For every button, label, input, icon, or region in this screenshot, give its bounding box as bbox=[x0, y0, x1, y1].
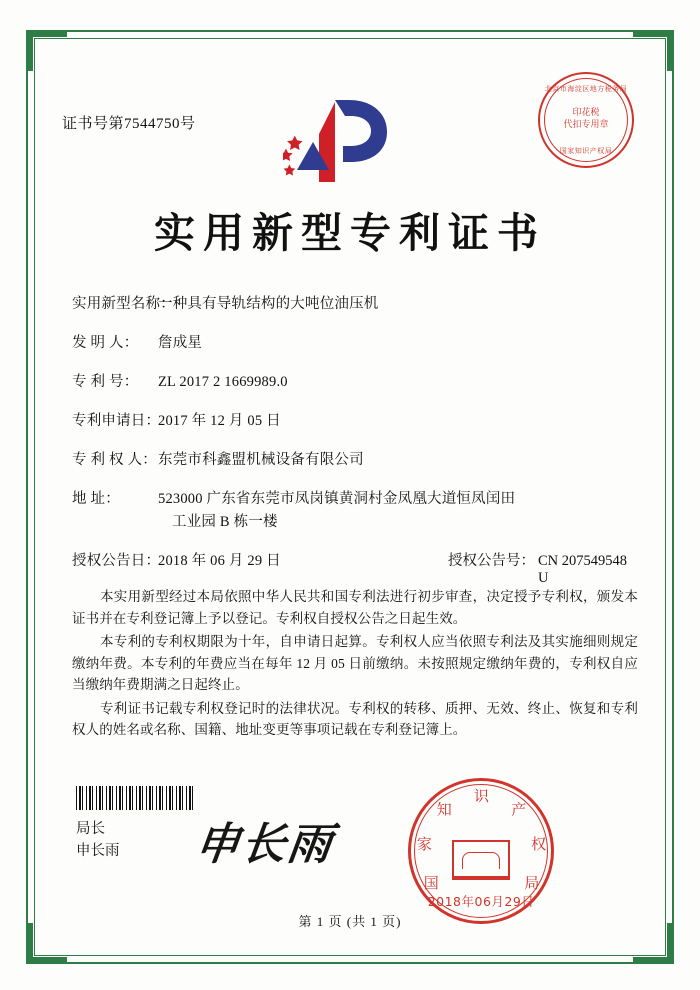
field-list bbox=[72, 296, 638, 609]
tax-stamp-seal bbox=[538, 72, 634, 168]
seal-center-line-2: 代扣专用章 bbox=[563, 120, 609, 130]
field-row-utility-model-name bbox=[72, 296, 638, 313]
director-title-label: 局长 bbox=[76, 821, 105, 837]
director-name-label: 申长雨 bbox=[76, 843, 120, 859]
field-row-announcement bbox=[72, 553, 638, 587]
seal-arc-bottom-text: 国家知识产权局 bbox=[559, 147, 613, 155]
seal-char-3: 知 bbox=[436, 800, 452, 819]
announcement-number-value: CN 207549548 U bbox=[538, 553, 628, 586]
seal-center-text bbox=[540, 107, 632, 131]
announcement-date-label: 授权公告日： bbox=[72, 553, 161, 569]
seal-char-7: 局 bbox=[524, 874, 540, 892]
field-label: 专利申请日： bbox=[72, 413, 161, 429]
legal-paragraph-1: 本实用新型经过本局依照中华人民共和国专利法进行初步审查，决定授予专利权，颁发本证书并在专利登记簿上予以登记。专利权自授权公告之日起生效。 bbox=[72, 589, 638, 626]
field-row-patent-number bbox=[72, 374, 638, 391]
seal-char-6: 权 bbox=[531, 834, 547, 853]
announcement-date-value: 2018 年 06 月 29 日 bbox=[158, 553, 281, 569]
announcement-number-label: 授权公告号： bbox=[448, 553, 535, 569]
seal-char-4: 识 bbox=[474, 787, 490, 805]
field-row-application-date bbox=[72, 413, 638, 430]
cnipa-logo-icon bbox=[283, 96, 393, 188]
handwritten-signature: 申长雨 bbox=[192, 819, 337, 870]
seal-center-line-1: 印花税 bbox=[572, 108, 600, 118]
field-label: 发 明 人： bbox=[72, 335, 139, 351]
legal-text-block bbox=[72, 586, 638, 743]
signature-labels bbox=[76, 818, 120, 862]
field-label: 实用新型名称： bbox=[72, 296, 175, 312]
legal-paragraph-2: 本专利的专利权期限为十年，自申请日起算。专利权人应当依照专利法及其实施细则规定缴纳年费。本专利的年费应当在每年 12 月 05 日前缴纳。未按照规定缴纳年费的，专利权自应当缴纳年费期满之日起终止。 bbox=[72, 634, 638, 692]
field-value: 2017 年 12 月 05 日 bbox=[158, 413, 281, 429]
barcode bbox=[76, 786, 196, 810]
seal-char-5: 产 bbox=[511, 800, 527, 819]
seal-date: 2018年06月29日 bbox=[427, 894, 535, 909]
legal-paragraph-3: 专利证书记载专利权登记时的法律状况。专利权的转移、质押、无效、终止、恢复和专利权人的姓名或名称、国籍、地址变更等事项记载在专利登记簿上。 bbox=[72, 700, 638, 737]
page-title: 实用新型专利证书 bbox=[154, 209, 546, 257]
certificate-number: 证书号第7544750号 bbox=[62, 116, 196, 132]
field-value: 东莞市科鑫盟机械设备有限公司 bbox=[158, 452, 364, 468]
corner-ornament-top-right bbox=[633, 30, 674, 71]
field-label: 地 址： bbox=[72, 491, 120, 507]
field-value: 詹成星 bbox=[158, 335, 203, 351]
address-line-2: 工业园 B 栋一楼 bbox=[172, 514, 278, 530]
field-row-address bbox=[72, 491, 638, 531]
seal-arc-top-text: 北京市海淀区地方税务局 bbox=[544, 85, 628, 93]
tiananmen-emblem-icon bbox=[452, 840, 510, 880]
seal-char-1: 国 bbox=[423, 874, 439, 892]
field-row-patentee bbox=[72, 452, 638, 469]
official-red-seal bbox=[408, 778, 554, 924]
field-value: 一种具有导轨结构的大吨位油压机 bbox=[158, 296, 379, 312]
field-label: 专 利 权 人： bbox=[72, 452, 157, 468]
address-line-1: 523000 广东省东莞市凤岗镇黄洞村金凤凰大道恒凤闰田 bbox=[158, 491, 516, 507]
field-row-inventor bbox=[72, 335, 638, 352]
field-label: 专 利 号： bbox=[72, 374, 139, 390]
seal-char-2: 家 bbox=[416, 834, 432, 853]
field-value: ZL 2017 2 1669989.0 bbox=[158, 374, 288, 390]
page-footer: 第 1 页 (共 1 页) bbox=[298, 914, 402, 929]
corner-ornament-top-left bbox=[26, 30, 67, 71]
field-value-address bbox=[158, 491, 638, 531]
